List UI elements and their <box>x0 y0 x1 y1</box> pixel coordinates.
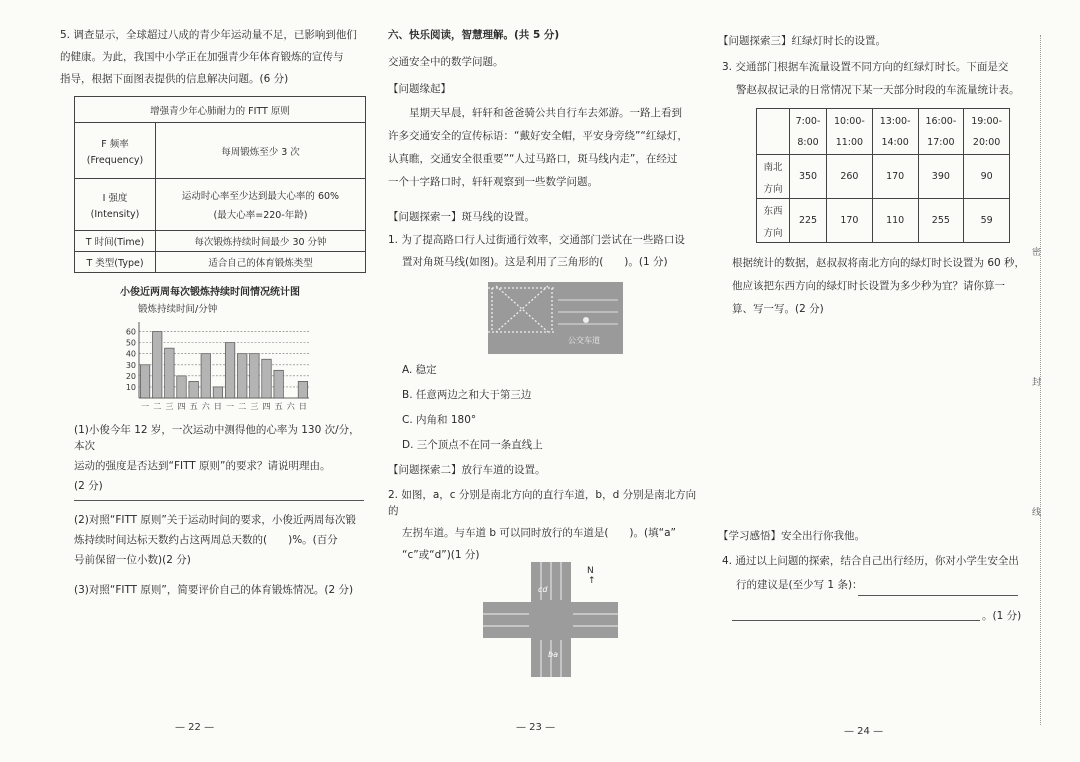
q3-text: 3. 交通部门根据车流量设置不同方向的红绿灯时长。下面是交 警赵叔叔记录的日常情况下某一天部分时段的车流量统计表。 <box>722 61 1020 96</box>
x-tick-label: 日 <box>213 402 222 411</box>
answer-line-2[interactable] <box>732 620 980 621</box>
intersection-image <box>483 562 618 677</box>
q5-intro: 5. 调查显示，全球超过八成的青少年运动量不足，已影响到他们 的健康。为此，我国中小学正在加强青少年体育锻炼的宣传与 指导，根据下面图表提供的信息解决问题。(6 分) <box>60 29 357 85</box>
seal-mark-3: 线 <box>1032 508 1042 518</box>
q4-text: 4. 通过以上问题的探索，结合自己出行经历，你对小学生安全出 行的建议是(至少写 1 条)： <box>722 555 1019 591</box>
x-tick-label: 五 <box>189 402 198 411</box>
lane-label-bottom: ba <box>548 650 558 659</box>
bar <box>165 348 174 398</box>
bar <box>152 332 161 398</box>
x-tick-label: 二 <box>238 402 247 411</box>
bar <box>177 376 186 398</box>
y-tick-label: 60 <box>125 327 136 337</box>
x-tick-label: 三 <box>250 402 259 411</box>
fitt-table: 增强青少年心肺耐力的 FITT 原则 F 频率 (Frequency) 每周锻炼至少 3 次 I 强度 (Intensity) 运动时心率至少达到最大心率的 60% (最大心率=220-年龄) T 时间(Time) 每次锻炼持续时间最少 30 分钟 T 类型(Type) 适合自己的体育锻炼类型 <box>74 96 366 273</box>
option-a[interactable]: A. 稳定 <box>402 364 437 376</box>
x-tick-label: 五 <box>274 402 283 411</box>
bus-lane-label: 公交车道 <box>568 336 600 345</box>
traffic-table: 7:00- 8:00 10:00- 11:00 13:00- 14:00 16:00- 17:00 19:00- 20:00 南北 方向 350 260 170 390 90 东西 方向 225 170 110 255 59 <box>756 108 1010 243</box>
option-c[interactable]: C. 内角和 180° <box>402 414 477 426</box>
x-tick-label: 二 <box>153 402 162 411</box>
option-b[interactable]: B. 任意两边之和大于第三边 <box>402 389 532 401</box>
y-tick-label: 10 <box>125 382 136 392</box>
y-tick-label: 40 <box>125 349 136 359</box>
bar <box>213 387 222 398</box>
explore3: 【问题探索三】红绿灯时长的设置。 <box>718 35 886 47</box>
answer-line-1[interactable] <box>858 595 1018 596</box>
seal-mark-2: 封 <box>1032 378 1042 388</box>
bar <box>201 354 210 398</box>
chart-title: 小俊近两周每次锻炼持续时间情况统计图 <box>120 287 300 298</box>
bar <box>262 359 271 398</box>
page-number: — 24 — <box>844 726 884 737</box>
y-tick-label: 50 <box>125 338 136 348</box>
page-number: — 23 — <box>516 722 556 733</box>
q5-part1: (1)小俊今年 12 岁，一次运动中测得他的心率为 130 次/分，本次 运动的强度是否达到“FITT 原则”的要求？请说明理由。 (2 分) <box>74 424 360 492</box>
x-tick-label: 三 <box>165 402 174 411</box>
origin-text: 星期天早晨，轩轩和爸爸骑公共自行车去郊游。一路上看到 许多交通安全的宣传标语：“戴好安全帽，平安身旁绕”“红绿灯， 认真瞧，交通安全很重要”“人过马路口，斑马线内走”，在经过 一个十字路口时，轩轩观察到一些数学问题。 <box>388 107 688 188</box>
answer-line[interactable] <box>74 500 364 501</box>
lane-label-top: cd <box>538 585 548 594</box>
q4-score: 。(1 分) <box>982 610 1022 622</box>
explore1: 【问题探索一】斑马线的设置。 <box>388 211 535 223</box>
q5-part2: (2)对照“FITT 原则”关于运动时间的要求，小俊近两周每次锻 炼持续时间达标天数约占这两周总天数的( )%。(百分 号前保留一位小数)(2 分) <box>74 514 356 566</box>
q5-part3: (3)对照“FITT 原则”，简要评价自己的体育锻炼情况。(2 分) <box>74 584 354 596</box>
q3-body: 根据统计的数据，赵叔叔将南北方向的绿灯时长设置为 60 秒， 他应该把东西方向的绿灯时长设置为多少秒为宜？请你算一 算、写一写。(2 分) <box>732 257 1026 315</box>
page-number: — 22 — <box>175 722 215 733</box>
x-tick-label: 一 <box>141 402 150 411</box>
bar <box>237 354 246 398</box>
option-d[interactable]: D. 三个顶点不在同一条直线上 <box>402 439 543 451</box>
bar <box>225 343 234 398</box>
section-title: 六、快乐阅读，智慧理解。(共 5 分) <box>388 29 560 41</box>
fitt-title: 增强青少年心肺耐力的 FITT 原则 <box>75 97 366 123</box>
page-23 <box>388 0 703 762</box>
bar <box>250 354 259 398</box>
bar <box>298 381 307 398</box>
insight-label: 【学习感悟】安全出行你我他。 <box>718 530 865 542</box>
bar <box>140 365 149 398</box>
y-tick-label: 30 <box>125 360 136 370</box>
north-arrow-icon: ↑ <box>588 576 596 586</box>
diagonal-crosswalk-image <box>488 282 623 354</box>
x-tick-label: 四 <box>177 402 186 411</box>
north-label: N <box>587 566 594 576</box>
explore2: 【问题探索二】放行车道的设置。 <box>388 464 546 476</box>
page-22 <box>60 0 370 762</box>
seal-mark-1: 密 <box>1032 248 1042 258</box>
chart-ylabel: 锻炼持续时间/分钟 <box>138 304 218 315</box>
x-tick-label: 日 <box>298 402 307 411</box>
q1-text: 1. 为了提高路口行人过街通行效率，交通部门尝试在一些路口设 置对角斑马线(如图)。这是利用了三角形的( )。(1 分) <box>388 234 685 268</box>
bar-chart <box>115 318 315 416</box>
origin-label: 【问题缘起】 <box>388 83 451 95</box>
x-tick-label: 一 <box>226 402 235 411</box>
bar <box>189 381 198 398</box>
y-tick-label: 20 <box>125 371 136 381</box>
x-tick-label: 四 <box>262 402 271 411</box>
q2-text: 2. 如图，a，c 分别是南北方向的直行车道，b，d 分别是南北方向的 左拐车道。与车道 b 可以同时放行的车道是( )。(填“a” “c”或“d”)(1 分) <box>388 489 697 561</box>
page-24 <box>718 0 1038 762</box>
section-subtitle: 交通安全中的数学问题。 <box>388 56 504 68</box>
x-tick-label: 六 <box>201 402 210 411</box>
bar <box>274 370 283 398</box>
x-tick-label: 六 <box>286 402 295 411</box>
